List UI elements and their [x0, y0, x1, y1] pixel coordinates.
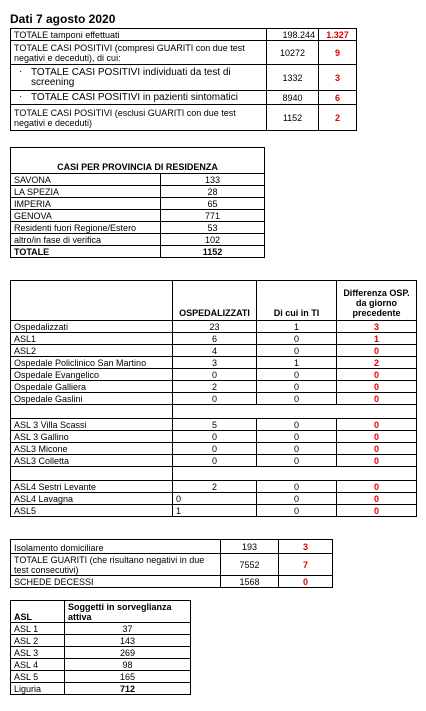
hospital-osp: 0: [173, 431, 257, 443]
hospital-row: [11, 455, 417, 467]
bullet: ·: [19, 66, 23, 77]
surveillance-name: ASL 5: [11, 671, 65, 683]
surveillance-row: [11, 659, 191, 671]
hospital-osp: 4: [173, 345, 257, 357]
summary-value: 1332: [267, 65, 319, 91]
hospital-spacer-row: [11, 405, 417, 419]
summary-row-screening: [11, 65, 357, 91]
summary-value: 1152: [267, 105, 319, 131]
hospital-osp: [173, 405, 257, 419]
province-row: [11, 210, 265, 222]
summary-table: [10, 28, 357, 131]
province-row: [11, 222, 265, 234]
hospital-col-ti: Di cui in TI: [257, 281, 337, 321]
hospital-ti: 1: [257, 321, 337, 333]
hospital-diff: 3: [337, 321, 417, 333]
page-title: Dati 7 agosto 2020: [10, 12, 116, 26]
hospital-ti: 0: [257, 381, 337, 393]
summary-value: 198.244: [267, 29, 319, 41]
province-value: 771: [161, 210, 265, 222]
province-row: [11, 174, 265, 186]
hospital-col-osp: OSPEDALIZZATI: [173, 281, 257, 321]
hospital-diff: 0: [337, 393, 417, 405]
hospital-name: Ospedale Gaslini: [11, 393, 173, 405]
hospital-osp: 3: [173, 357, 257, 369]
hospital-diff: [337, 467, 417, 481]
summary-label-cell: [11, 65, 267, 91]
hospital-row: [11, 357, 417, 369]
status-value: 7552: [221, 554, 279, 576]
summary-label-cell: [11, 91, 267, 105]
province-row: [11, 234, 265, 246]
status-label: TOTALE GUARITI (che risultano negativi in due test consecutivi): [11, 554, 221, 576]
hospital-ti: 0: [257, 419, 337, 431]
hospital-diff: 0: [337, 443, 417, 455]
status-delta: 0: [279, 576, 333, 588]
summary-delta: 9: [319, 41, 357, 65]
hospital-name: Ospedale Policlinico San Martino: [11, 357, 173, 369]
hospital-spacer-row: [11, 467, 417, 481]
province-row: [11, 198, 265, 210]
hospital-ti: 0: [257, 493, 337, 505]
hospital-ti: 0: [257, 369, 337, 381]
summary-label: TOTALE CASI POSITIVI (compresi GUARITI con due test negativi e deceduti), di cui:: [11, 41, 267, 65]
hospital-diff: 2: [337, 357, 417, 369]
hospital-ti: 0: [257, 481, 337, 493]
surveillance-value: 98: [65, 659, 191, 671]
hospital-diff: 1: [337, 333, 417, 345]
hospital-row: [11, 481, 417, 493]
status-row-isolamento: [11, 540, 333, 554]
province-value: 53: [161, 222, 265, 234]
province-header: CASI PER PROVINCIA DI RESIDENZA: [11, 148, 265, 174]
hospital-row: [11, 345, 417, 357]
status-value: 1568: [221, 576, 279, 588]
hospital-ti: [257, 467, 337, 481]
hospital-osp: 0: [173, 443, 257, 455]
summary-label: TOTALE CASI POSITIVI individuati da test di screening: [31, 66, 231, 88]
hospital-name: Ospedale Evangelico: [11, 369, 173, 381]
hospital-diff: 0: [337, 419, 417, 431]
surveillance-row: [11, 647, 191, 659]
hospital-name: ASL3 Colletta: [11, 455, 173, 467]
hospital-osp: 5: [173, 419, 257, 431]
hospital-header-row: [11, 281, 417, 321]
hospital-row: [11, 443, 417, 455]
province-value: 1152: [161, 246, 265, 258]
hospital-ti: 0: [257, 393, 337, 405]
province-value: 102: [161, 234, 265, 246]
hospital-row: [11, 419, 417, 431]
hospital-osp: 23: [173, 321, 257, 333]
summary-row-positivi-totali: [11, 41, 357, 65]
hospital-row: [11, 431, 417, 443]
status-label: Isolamento domiciliare: [11, 540, 221, 554]
summary-delta: 1.327: [319, 29, 357, 41]
surveillance-col-asl: ASL: [11, 601, 65, 623]
surveillance-value: 37: [65, 623, 191, 635]
surveillance-name: ASL 2: [11, 635, 65, 647]
surveillance-header-row: [11, 601, 191, 623]
surveillance-total-row: [11, 683, 191, 695]
hospital-header-name: [11, 281, 173, 321]
hospital-osp: 0: [173, 369, 257, 381]
status-delta: 7: [279, 554, 333, 576]
province-name: altro/in fase di verifica: [11, 234, 161, 246]
summary-row-positivi-attuali: [11, 105, 357, 131]
hospital-osp: 6: [173, 333, 257, 345]
hospital-osp: 2: [173, 381, 257, 393]
hospital-diff: 0: [337, 455, 417, 467]
province-row: [11, 186, 265, 198]
surveillance-col-value: Soggetti in sorveglianza attiva: [65, 601, 191, 623]
province-value: 28: [161, 186, 265, 198]
status-row-decessi: [11, 576, 333, 588]
hospital-row: [11, 333, 417, 345]
summary-label: TOTALE tamponi effettuati: [11, 29, 267, 41]
hospital-ti: 0: [257, 431, 337, 443]
hospital-name: ASL3 Micone: [11, 443, 173, 455]
hospital-name: ASL4 Sestri Levante: [11, 481, 173, 493]
hospital-diff: 0: [337, 493, 417, 505]
hospital-osp: [173, 467, 257, 481]
province-name: Residenti fuori Regione/Estero: [11, 222, 161, 234]
hospital-osp: 2: [173, 481, 257, 493]
surveillance-value: 269: [65, 647, 191, 659]
hospital-name: Ospedalizzati: [11, 321, 173, 333]
hospital-name: ASL 3 Gallino: [11, 431, 173, 443]
surveillance-row: [11, 635, 191, 647]
province-value: 65: [161, 198, 265, 210]
hospital-ti: 0: [257, 345, 337, 357]
summary-delta: 2: [319, 105, 357, 131]
hospital-name: ASL2: [11, 345, 173, 357]
summary-label: TOTALE CASI POSITIVI in pazienti sintomatici: [31, 91, 238, 103]
hospital-row: [11, 381, 417, 393]
hospital-diff: 0: [337, 505, 417, 517]
hospital-ti: 0: [257, 333, 337, 345]
hospital-ti: [257, 405, 337, 419]
hospital-diff: 0: [337, 345, 417, 357]
surveillance-name: Liguria: [11, 683, 65, 695]
surveillance-row: [11, 671, 191, 683]
hospital-diff: 0: [337, 481, 417, 493]
hospital-row: [11, 505, 417, 517]
hospital-ti: 0: [257, 505, 337, 517]
hospital-osp: 1: [173, 505, 257, 517]
hospital-table: [10, 280, 417, 517]
hospital-diff: 0: [337, 381, 417, 393]
summary-label: TOTALE CASI POSITIVI (esclusi GUARITI con due test negativi e deceduti): [11, 105, 267, 131]
province-name: GENOVA: [11, 210, 161, 222]
hospital-name: Ospedale Galliera: [11, 381, 173, 393]
hospital-name: ASL1: [11, 333, 173, 345]
status-delta: 3: [279, 540, 333, 554]
surveillance-table: [10, 600, 191, 695]
summary-row-tamponi: [11, 29, 357, 41]
hospital-row: [11, 321, 417, 333]
province-total-row: [11, 246, 265, 258]
bullet: ·: [19, 91, 23, 102]
summary-row-sintomatici: [11, 91, 357, 105]
hospital-osp: 0: [173, 455, 257, 467]
hospital-ti: 0: [257, 455, 337, 467]
hospital-col-diff: Differenza OSP. da giorno precedente: [337, 281, 417, 321]
hospital-ti: 1: [257, 357, 337, 369]
surveillance-value: 712: [65, 683, 191, 695]
hospital-row: [11, 393, 417, 405]
province-name: LA SPEZIA: [11, 186, 161, 198]
hospital-row: [11, 369, 417, 381]
summary-delta: 3: [319, 65, 357, 91]
province-table: [10, 147, 265, 258]
province-name: SAVONA: [11, 174, 161, 186]
status-table: [10, 539, 333, 588]
hospital-name: [11, 405, 173, 419]
hospital-row: [11, 493, 417, 505]
hospital-diff: 0: [337, 369, 417, 381]
hospital-diff: [337, 405, 417, 419]
hospital-name: ASL5: [11, 505, 173, 517]
province-name: TOTALE: [11, 246, 161, 258]
hospital-diff: 0: [337, 431, 417, 443]
surveillance-value: 143: [65, 635, 191, 647]
hospital-name: ASL 3 Villa Scassi: [11, 419, 173, 431]
province-name: IMPERIA: [11, 198, 161, 210]
surveillance-value: 165: [65, 671, 191, 683]
province-value: 133: [161, 174, 265, 186]
hospital-ti: 0: [257, 443, 337, 455]
hospital-osp: 0: [173, 393, 257, 405]
summary-value: 10272: [267, 41, 319, 65]
surveillance-name: ASL 3: [11, 647, 65, 659]
hospital-name: [11, 467, 173, 481]
status-label: SCHEDE DECESSI: [11, 576, 221, 588]
surveillance-name: ASL 4: [11, 659, 65, 671]
province-header-row: [11, 148, 265, 174]
hospital-name: ASL4 Lavagna: [11, 493, 173, 505]
status-row-guariti: [11, 554, 333, 576]
summary-delta: 6: [319, 91, 357, 105]
surveillance-row: [11, 623, 191, 635]
hospital-osp: 0: [173, 493, 257, 505]
surveillance-name: ASL 1: [11, 623, 65, 635]
summary-value: 8940: [267, 91, 319, 105]
status-value: 193: [221, 540, 279, 554]
